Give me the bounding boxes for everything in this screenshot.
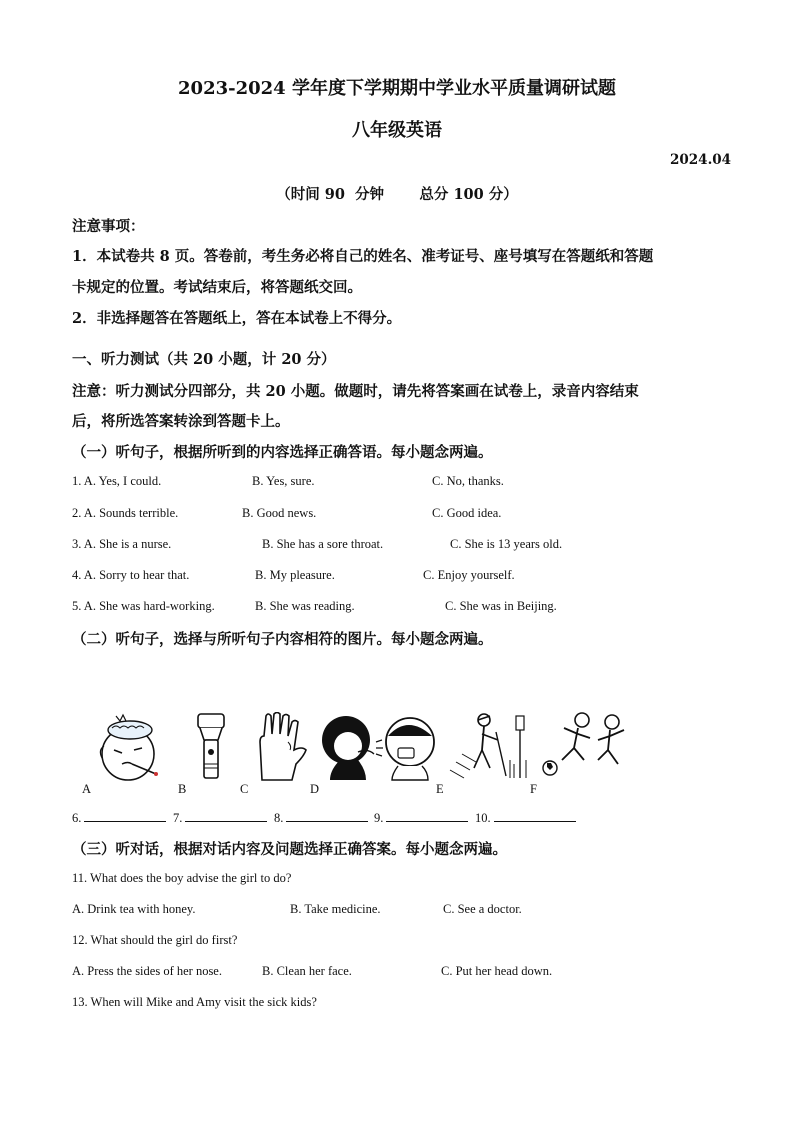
q2-option-c: C. Good idea. xyxy=(432,506,502,520)
blank-line xyxy=(185,809,267,822)
blank-number: 7. xyxy=(173,811,183,825)
q2-option-a: 2. A. Sounds terrible. xyxy=(72,506,179,520)
blank-number: 9. xyxy=(374,811,384,825)
answer-blank-10[interactable] xyxy=(475,809,576,826)
q11-option-b: B. Take medicine. xyxy=(290,902,381,916)
q4-option-c: C. Enjoy yourself. xyxy=(423,568,515,582)
time-info: （时间 90 分钟 总分 100 分） xyxy=(276,186,518,203)
q11-text: 11. What does the boy advise the girl to do? xyxy=(72,871,292,885)
picture-label-e: E xyxy=(436,782,444,796)
exam-title: 2023-2024 学年度下学期期中学业水平质量调研试题 xyxy=(178,78,616,99)
hand-picture xyxy=(252,712,312,782)
picture-label-c: C xyxy=(240,782,249,796)
section-1-heading: 一、听力测试（共 20 小题，计 20 分） xyxy=(72,351,336,368)
blank-line xyxy=(286,809,368,822)
sweeping-person-picture xyxy=(448,712,532,782)
q3-option-c: C. She is 13 years old. xyxy=(450,537,563,551)
q5-option-a: 5. A. She was hard-working. xyxy=(72,599,215,613)
part-2-heading: （二）听句子，选择与所听句子内容相符的图片。每小题念两遍。 xyxy=(72,631,493,648)
picture-label-b: B xyxy=(178,782,187,796)
q12-option-a: A. Press the sides of her nose. xyxy=(72,964,222,978)
blank-line xyxy=(386,809,468,822)
notice-item-1-line-1: 1．本试卷共 8 页。答卷前，考生务必将自己的姓名、准考证号、座号填写在答题纸和答题 xyxy=(72,248,654,265)
q12-option-c: C. Put her head down. xyxy=(441,964,553,978)
blank-line xyxy=(494,809,576,822)
q11-option-a: A. Drink tea with honey. xyxy=(72,902,196,916)
q1-option-a: 1. A. Yes, I could. xyxy=(72,474,162,488)
section-1-note-line-1: 注意：听力测试分四部分，共 20 小题。做题时，请先将答案画在试卷上，录音内容结束 xyxy=(72,383,639,400)
exam-subtitle: 八年级英语 xyxy=(352,120,442,141)
q5-option-b: B. She was reading. xyxy=(255,599,355,613)
blank-line xyxy=(84,809,166,822)
blank-number: 8. xyxy=(274,811,284,825)
q1-option-b: B. Yes, sure. xyxy=(252,474,315,488)
q2-option-b: B. Good news. xyxy=(242,506,317,520)
q12-option-b: B. Clean her face. xyxy=(262,964,352,978)
exam-date: 2024.04 xyxy=(670,152,732,168)
q3-option-a: 3. A. She is a nurse. xyxy=(72,537,172,551)
picture-label-a: A xyxy=(82,782,92,796)
picture-label-d: D xyxy=(310,782,320,796)
q11-option-c: C. See a doctor. xyxy=(443,902,522,916)
part-3-heading: （三）听对话，根据对话内容及问题选择正确答案。每小题念两遍。 xyxy=(72,841,507,858)
sick-kid-picture xyxy=(88,712,176,782)
notice-item-2: 2．非选择题答在答题纸上，答在本试卷上不得分。 xyxy=(72,310,402,327)
q3-option-b: B. She has a sore throat. xyxy=(262,537,384,551)
q12-text: 12. What should the girl do first? xyxy=(72,933,238,947)
notice-item-1-line-2: 卡规定的位置。考试结束后，将答题纸交回。 xyxy=(72,279,362,296)
soccer-kids-picture xyxy=(540,712,640,782)
answer-blank-6[interactable] xyxy=(72,809,166,826)
answer-blank-7[interactable] xyxy=(173,809,267,826)
answer-blank-9[interactable] xyxy=(374,809,468,826)
coughing-people-picture xyxy=(318,712,438,782)
flashlight-picture xyxy=(190,712,240,782)
blank-number: 10. xyxy=(475,811,491,825)
blank-number: 6. xyxy=(72,811,82,825)
q13-text: 13. When will Mike and Amy visit the sick kids? xyxy=(72,995,317,1009)
answer-blank-8[interactable] xyxy=(274,809,368,826)
section-1-note-line-2: 后，将所选答案转涂到答题卡上。 xyxy=(72,413,290,430)
part-1-heading: （一）听句子，根据所听到的内容选择正确答语。每小题念两遍。 xyxy=(72,444,493,461)
picture-label-f: F xyxy=(530,782,537,796)
q4-option-b: B. My pleasure. xyxy=(255,568,335,582)
q4-option-a: 4. A. Sorry to hear that. xyxy=(72,568,190,582)
q1-option-c: C. No, thanks. xyxy=(432,474,504,488)
notice-heading: 注意事项： xyxy=(72,218,145,235)
q5-option-c: C. She was in Beijing. xyxy=(445,599,557,613)
